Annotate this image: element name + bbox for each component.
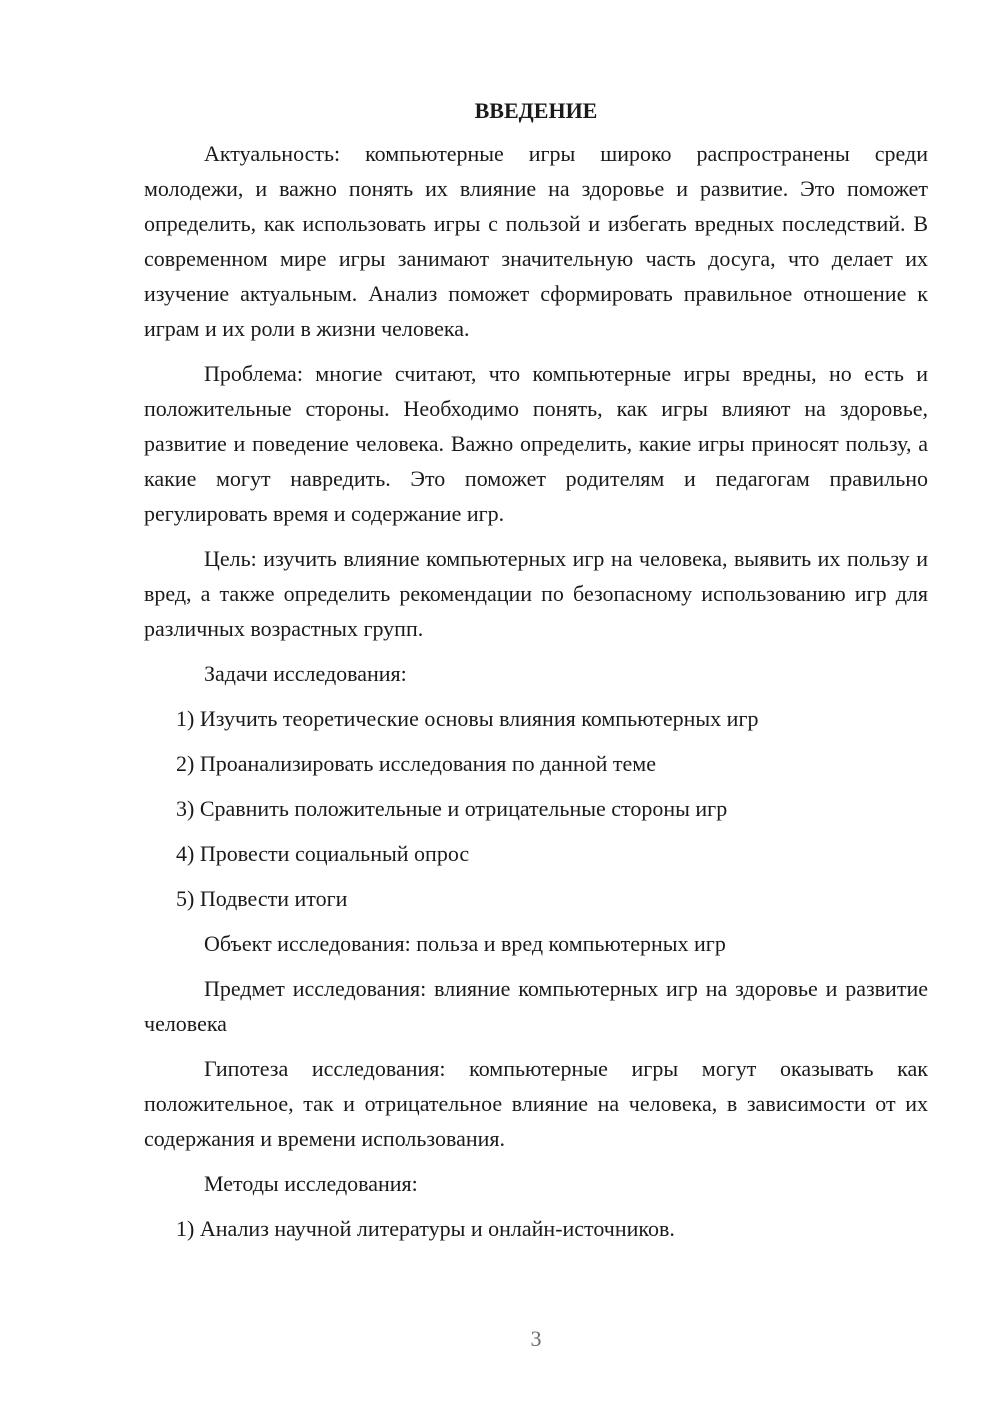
problem-paragraph: Проблема: многие считают, что компьютерные игры вредны, но есть и положительные стороны. Необходимо понять, как игры влияют на здоровье, развитие и поведение человека. Важно определить, какие игры приносят пользу, а какие могут навредить. Это поможет родителям и педагогам правильно регулировать время и содержание игр. (144, 361, 928, 526)
page-number: 3 (530, 1326, 542, 1351)
task-item: 5) Подвести итоги (176, 886, 348, 911)
page-content (144, 94, 928, 1256)
relevance-paragraph: Актуальность: компьютерные игры широко распространены среди молодежи, и важно понять их влияние на здоровье и развитие. Это поможет определить, как использовать игры с пользой и избегать вредных последствий. В современном мире игры занимают значительную часть досуга, что делает их изучение актуальным. Анализ поможет сформировать правильное отношение к играм и их роли в жизни человека. (144, 141, 928, 341)
tasks-title: Задачи исследования: (204, 661, 407, 686)
section-heading: ВВЕДЕНИЕ (474, 98, 598, 123)
task-item: 3) Сравнить положительные и отрицательные стороны игр (176, 796, 728, 821)
goal-paragraph: Цель: изучить влияние компьютерных игр на человека, выявить их пользу и вред, а также определить рекомендации по безопасному использованию игр для различных возрастных групп. (144, 546, 928, 641)
subject-paragraph: Предмет исследования: влияние компьютерных игр на здоровье и развитие человека (144, 976, 928, 1036)
method-item: 1) Анализ научной литературы и онлайн-источников. (176, 1216, 675, 1241)
task-item: 1) Изучить теоретические основы влияния компьютерных игр (176, 706, 759, 731)
task-item: 2) Проанализировать исследования по данной теме (176, 751, 656, 776)
hypothesis-paragraph: Гипотеза исследования: компьютерные игры могут оказывать как положительное, так и отрицательное влияние на человека, в зависимости от их содержания и времени использования. (144, 1056, 928, 1151)
object-paragraph: Объект исследования: польза и вред компьютерных игр (204, 931, 726, 956)
task-item: 4) Провести социальный опрос (176, 841, 470, 866)
methods-title: Методы исследования: (204, 1171, 418, 1196)
